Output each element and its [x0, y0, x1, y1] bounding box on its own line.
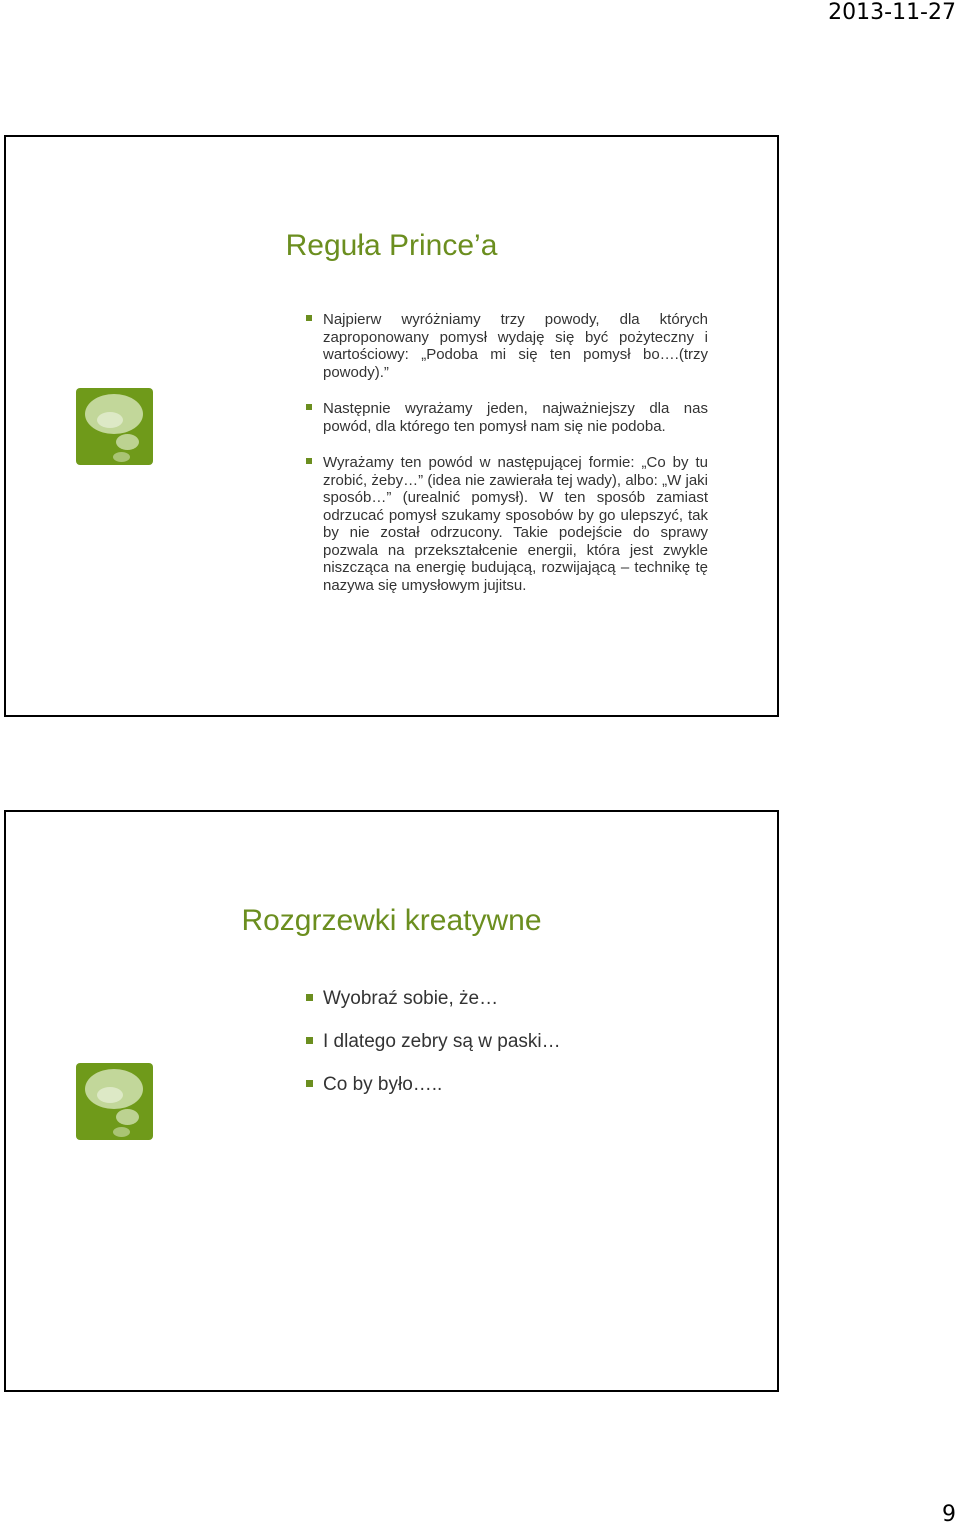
list-item: Najpierw wyróżniamy trzy powody, dla których zaproponowany pomysł wydaję się być pożyteczny i wartościowy: „Podoba mi się ten pomysł bo….(trzy powody).” [306, 311, 708, 381]
thought-bubble-icon [76, 388, 153, 465]
thought-bubble-icon [76, 1063, 153, 1140]
bullet-list [306, 988, 708, 1117]
square-bullet-icon [306, 1037, 313, 1044]
list-item: Wyobraź sobie, że… [306, 988, 708, 1010]
list-item: Co by było….. [306, 1074, 708, 1096]
list-item: Następnie wyrażamy jeden, najważniejszy dla nas powód, dla którego ten pomysł nam się nie podoba. [306, 400, 708, 435]
slide-prince-rule [4, 135, 779, 717]
square-bullet-icon [306, 1080, 313, 1087]
list-item: I dlatego zebry są w paski… [306, 1031, 708, 1053]
slide-creative-warmups [4, 810, 779, 1392]
slide-title: Rozgrzewki kreatywne [241, 904, 542, 937]
square-bullet-icon [306, 404, 312, 410]
square-bullet-icon [306, 994, 313, 1001]
square-bullet-icon [306, 458, 312, 464]
list-item: Wyrażamy ten powód w następującej formie: „Co by tu zrobić, żeby…” (idea nie zawierała tej wady), albo: „W jaki sposób…” (urealnić pomysł). W ten sposób zamiast odrzucać pomysł szukamy sposobów by go ulepszyć, tak by nie został odrzucony. Takie podejście do sprawy pozwala na przekształcenie energii, która jest zwykle niszcząca na energię budującą, rozwijającą – technikę tę nazywa się umysłowym jujitsu. [306, 454, 708, 594]
page-number: 9 [942, 1502, 956, 1527]
slide-title: Reguła Prince’a [285, 229, 498, 262]
header-date: 2013-11-27 [828, 0, 956, 25]
bullet-list [306, 311, 708, 613]
square-bullet-icon [306, 315, 312, 321]
